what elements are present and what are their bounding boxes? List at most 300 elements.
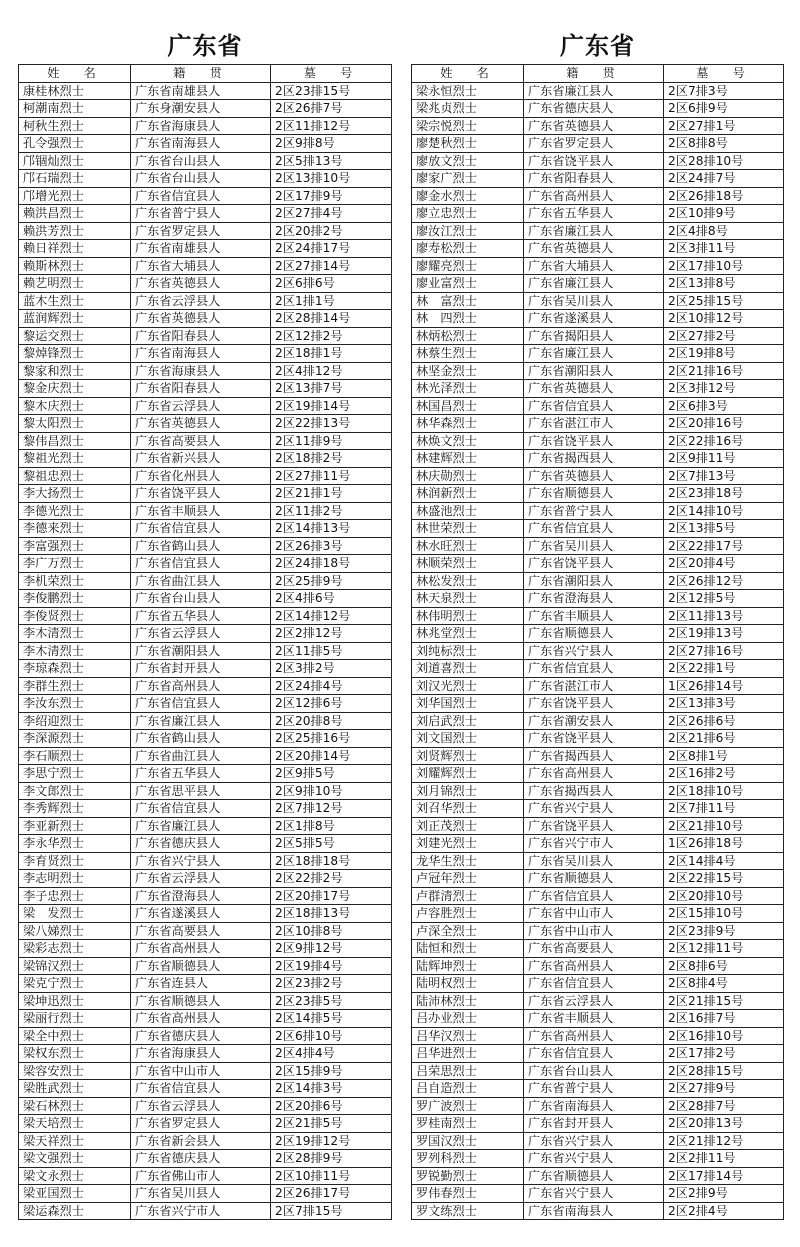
table-row	[412, 590, 784, 608]
tomb-number-cell: 2区26排17号	[271, 1185, 392, 1203]
origin-cell: 广东省五华县人	[131, 765, 271, 783]
name-cell: 刘召华烈士	[412, 800, 524, 818]
name-cell: 罗锐勤烈士	[412, 1167, 524, 1185]
tomb-number-cell: 2区8排1号	[664, 747, 784, 765]
table-row	[19, 1185, 392, 1203]
origin-cell: 广东省信宜县人	[131, 1080, 271, 1098]
origin-cell: 广东省高州县人	[524, 765, 664, 783]
tomb-number-cell: 2区9排10号	[271, 782, 392, 800]
name-cell: 林世荣烈士	[412, 520, 524, 538]
origin-cell: 广东省新会县人	[131, 1132, 271, 1150]
origin-cell: 广东省揭西县人	[524, 747, 664, 765]
table-row	[19, 975, 392, 993]
table-row	[19, 100, 392, 118]
table-row	[19, 905, 392, 923]
name-cell: 廖业富烈士	[412, 275, 524, 293]
table-row	[412, 520, 784, 538]
name-cell: 林水旺烈士	[412, 537, 524, 555]
origin-cell: 广东省丰顺县人	[524, 1010, 664, 1028]
table-row	[412, 1185, 784, 1203]
tomb-number-cell: 2区18排10号	[664, 782, 784, 800]
tomb-number-cell: 2区18排13号	[271, 905, 392, 923]
table-row	[19, 415, 392, 433]
table-row	[412, 275, 784, 293]
table-row	[412, 292, 784, 310]
name-cell: 黎太阳烈士	[19, 415, 131, 433]
left-title: 广东省	[167, 32, 243, 60]
name-cell: 梁天祥烈士	[19, 1132, 131, 1150]
tomb-number-cell: 2区9排5号	[271, 765, 392, 783]
tomb-number-cell: 2区24排17号	[271, 240, 392, 258]
origin-cell: 广东省封开县人	[131, 660, 271, 678]
name-cell: 李广万烈士	[19, 555, 131, 573]
table-row	[412, 957, 784, 975]
name-cell: 罗广波烈士	[412, 1097, 524, 1115]
tomb-number-cell: 2区7排11号	[664, 800, 784, 818]
left-table-body	[19, 82, 392, 1220]
table-row	[412, 1202, 784, 1220]
table-row	[412, 205, 784, 223]
tomb-number-cell: 2区9排8号	[271, 135, 392, 153]
table-row	[19, 362, 392, 380]
table-row	[412, 485, 784, 503]
name-cell: 陆沛林烈士	[412, 992, 524, 1010]
name-cell: 刘道喜烈士	[412, 660, 524, 678]
name-cell: 赖斯林烈士	[19, 257, 131, 275]
name-cell: 林顺荣烈士	[412, 555, 524, 573]
origin-cell: 广东省高州县人	[524, 1027, 664, 1045]
tomb-number-cell: 2区23排9号	[664, 922, 784, 940]
origin-cell: 广东省廉江县人	[131, 712, 271, 730]
origin-cell: 广东省饶平县人	[524, 152, 664, 170]
name-cell: 罗国汉烈士	[412, 1132, 524, 1150]
table-row	[19, 1150, 392, 1168]
table-row	[19, 257, 392, 275]
tomb-number-cell: 2区23排18号	[664, 485, 784, 503]
origin-cell: 广东省吴川县人	[524, 537, 664, 555]
table-row	[19, 1045, 392, 1063]
origin-cell: 广东省罗定县人	[131, 222, 271, 240]
name-cell: 卢容胜烈士	[412, 905, 524, 923]
tomb-number-cell: 2区25排9号	[271, 572, 392, 590]
tomb-number-cell: 2区12排2号	[271, 327, 392, 345]
table-row	[412, 922, 784, 940]
name-cell: 刘贤辉烈士	[412, 747, 524, 765]
origin-cell: 广东省英德县人	[524, 467, 664, 485]
table-row	[19, 642, 392, 660]
name-cell: 李木清烈士	[19, 625, 131, 643]
name-cell: 罗伟春烈士	[412, 1185, 524, 1203]
tomb-number-cell: 2区13排7号	[271, 380, 392, 398]
origin-cell: 广东省高州县人	[524, 957, 664, 975]
table-row	[412, 1080, 784, 1098]
origin-cell: 广东省封开县人	[524, 1115, 664, 1133]
table-row	[412, 415, 784, 433]
name-cell: 刘建光烈士	[412, 835, 524, 853]
name-cell: 龙华生烈士	[412, 852, 524, 870]
tomb-number-cell: 2区10排12号	[664, 310, 784, 328]
name-cell: 林润新烈士	[412, 485, 524, 503]
origin-cell: 广东省湛江市人	[524, 415, 664, 433]
table-row	[19, 1010, 392, 1028]
tomb-number-cell: 2区9排11号	[664, 450, 784, 468]
table-row	[19, 1167, 392, 1185]
name-cell: 李永华烈士	[19, 835, 131, 853]
name-cell: 赖艺明烈士	[19, 275, 131, 293]
origin-cell: 广东省潮阳县人	[131, 642, 271, 660]
name-cell: 李秀辉烈士	[19, 800, 131, 818]
tomb-number-cell: 1区26排18号	[664, 835, 784, 853]
table-row	[19, 1097, 392, 1115]
name-cell: 梁兆贞烈士	[412, 100, 524, 118]
origin-cell: 广东省曲江县人	[131, 572, 271, 590]
tomb-number-cell: 2区16排7号	[664, 1010, 784, 1028]
origin-cell: 广东省揭西县人	[524, 450, 664, 468]
table-row	[19, 380, 392, 398]
table-row	[412, 1115, 784, 1133]
tomb-number-cell: 2区5排13号	[271, 152, 392, 170]
tomb-number-cell: 2区19排8号	[664, 345, 784, 363]
origin-cell: 广东省信宜县人	[131, 800, 271, 818]
origin-cell: 广东省丰顺县人	[524, 607, 664, 625]
origin-cell: 广东省新兴县人	[131, 450, 271, 468]
right-header-row	[412, 65, 784, 83]
origin-cell: 广东省信宜县人	[524, 887, 664, 905]
tomb-number-cell: 2区6排10号	[271, 1027, 392, 1045]
table-row	[19, 590, 392, 608]
tomb-number-cell: 2区28排14号	[271, 310, 392, 328]
origin-cell: 广东省顺德县人	[131, 992, 271, 1010]
origin-cell: 广东省云浮县人	[131, 870, 271, 888]
origin-cell: 广东省澄海县人	[524, 590, 664, 608]
table-row	[412, 1045, 784, 1063]
origin-cell: 广东省廉江县人	[131, 817, 271, 835]
table-row	[19, 502, 392, 520]
table-row	[19, 870, 392, 888]
origin-cell: 广东省台山县人	[524, 1062, 664, 1080]
name-cell: 赖日祥烈士	[19, 240, 131, 258]
name-cell: 李木清烈士	[19, 642, 131, 660]
name-cell: 廖立忠烈士	[412, 205, 524, 223]
origin-cell: 广东省云浮县人	[131, 292, 271, 310]
name-cell: 卢深全烈士	[412, 922, 524, 940]
tomb-number-cell: 2区17排2号	[664, 1045, 784, 1063]
table-row	[412, 380, 784, 398]
tomb-number-cell: 2区27排11号	[271, 467, 392, 485]
origin-cell: 广东省信宜县人	[131, 695, 271, 713]
origin-cell: 广东省信宜县人	[524, 975, 664, 993]
tomb-number-cell: 2区20排2号	[271, 222, 392, 240]
origin-cell: 广东省阳春县人	[524, 170, 664, 188]
table-row	[19, 730, 392, 748]
table-row	[412, 1150, 784, 1168]
left-header-row	[19, 65, 392, 83]
tomb-number-cell: 2区11排5号	[271, 642, 392, 660]
tomb-number-cell: 2区18排18号	[271, 852, 392, 870]
table-row	[412, 940, 784, 958]
name-cell: 黎木庆烈士	[19, 397, 131, 415]
origin-cell: 广东省兴宁县人	[131, 852, 271, 870]
origin-cell: 广东省海康县人	[131, 362, 271, 380]
name-cell: 罗桂南烈士	[412, 1115, 524, 1133]
table-row	[19, 817, 392, 835]
name-cell: 林建辉烈士	[412, 450, 524, 468]
origin-cell: 广东省中山市人	[131, 1062, 271, 1080]
origin-cell: 广东省顺德县人	[524, 485, 664, 503]
name-cell: 罗列科烈士	[412, 1150, 524, 1168]
tomb-number-cell: 2区23排5号	[271, 992, 392, 1010]
table-row	[412, 712, 784, 730]
origin-cell: 广东省信宜县人	[524, 660, 664, 678]
tomb-number-cell: 2区26排3号	[271, 537, 392, 555]
table-row	[412, 362, 784, 380]
origin-cell: 广东省台山县人	[131, 590, 271, 608]
origin-cell: 广东省潮安县人	[524, 712, 664, 730]
origin-cell: 广东省吴川县人	[524, 292, 664, 310]
origin-cell: 广东省德庆县人	[131, 1150, 271, 1168]
name-cell: 廖耀亮烈士	[412, 257, 524, 275]
origin-cell: 广东省高州县人	[131, 940, 271, 958]
origin-cell: 广东省高州县人	[131, 677, 271, 695]
name-cell: 林 富烈士	[412, 292, 524, 310]
origin-cell: 广东省台山县人	[131, 152, 271, 170]
table-row	[19, 660, 392, 678]
table-row	[412, 1027, 784, 1045]
table-row	[412, 747, 784, 765]
origin-cell: 广东省英德县人	[524, 380, 664, 398]
tomb-number-cell: 2区21排16号	[664, 362, 784, 380]
name-cell: 李大扬烈士	[19, 485, 131, 503]
table-row	[412, 730, 784, 748]
origin-cell: 广东省信宜县人	[131, 187, 271, 205]
name-cell: 林盛池烈士	[412, 502, 524, 520]
tomb-number-cell: 2区6排3号	[664, 397, 784, 415]
table-row	[412, 660, 784, 678]
table-row	[19, 782, 392, 800]
name-cell: 李文郎烈士	[19, 782, 131, 800]
tomb-number-cell: 2区10排9号	[664, 205, 784, 223]
origin-cell: 广东省廉江县人	[524, 222, 664, 240]
name-cell: 梁石林烈士	[19, 1097, 131, 1115]
origin-cell: 广东省信宜县人	[131, 520, 271, 538]
tomb-number-cell: 2区8排4号	[664, 975, 784, 993]
tomb-number-cell: 2区16排10号	[664, 1027, 784, 1045]
name-cell: 廖楚秋烈士	[412, 135, 524, 153]
table-row	[412, 905, 784, 923]
tomb-number-cell: 1区26排14号	[664, 677, 784, 695]
origin-cell: 广东省鹤山县人	[131, 730, 271, 748]
tomb-number-cell: 2区4排6号	[271, 590, 392, 608]
tomb-number-cell: 2区21排1号	[271, 485, 392, 503]
origin-cell: 广东省顺德县人	[524, 625, 664, 643]
right-title: 广东省	[560, 32, 635, 60]
table-row	[19, 135, 392, 153]
name-cell: 刘月锦烈士	[412, 782, 524, 800]
tomb-number-cell: 2区1排1号	[271, 292, 392, 310]
tomb-number-cell: 2区11排12号	[271, 117, 392, 135]
header-name: 姓 名	[19, 65, 131, 83]
origin-cell: 广东省顺德县人	[524, 870, 664, 888]
name-cell: 康桂林烈士	[19, 82, 131, 100]
name-cell: 林兆堂烈士	[412, 625, 524, 643]
name-cell: 林蔡生烈士	[412, 345, 524, 363]
name-cell: 廖金水烈士	[412, 187, 524, 205]
table-row	[412, 345, 784, 363]
name-cell: 林光泽烈士	[412, 380, 524, 398]
origin-cell: 广东身潮安县人	[131, 100, 271, 118]
name-cell: 林松发烈士	[412, 572, 524, 590]
tomb-number-cell: 2区22排15号	[664, 870, 784, 888]
origin-cell: 广东省揭西县人	[524, 782, 664, 800]
tomb-number-cell: 2区24排4号	[271, 677, 392, 695]
tomb-number-cell: 2区23排15号	[271, 82, 392, 100]
right-table-body	[412, 82, 784, 1220]
table-row	[412, 82, 784, 100]
tomb-number-cell: 2区27排4号	[271, 205, 392, 223]
name-cell: 黎祖光烈士	[19, 450, 131, 468]
table-row	[19, 170, 392, 188]
header-origin: 籍 贯	[524, 65, 664, 83]
table-row	[19, 222, 392, 240]
tomb-number-cell: 2区13排8号	[664, 275, 784, 293]
origin-cell: 广东省连县人	[131, 975, 271, 993]
header-tomb-number: 墓 号	[664, 65, 784, 83]
tomb-number-cell: 2区22排1号	[664, 660, 784, 678]
name-cell: 黎焯锋烈士	[19, 345, 131, 363]
origin-cell: 广东省思平县人	[131, 782, 271, 800]
table-row	[412, 1097, 784, 1115]
table-row	[412, 170, 784, 188]
name-cell: 李深源烈士	[19, 730, 131, 748]
tomb-number-cell: 2区20排16号	[664, 415, 784, 433]
name-cell: 梁克宁烈士	[19, 975, 131, 993]
table-row	[19, 292, 392, 310]
name-cell: 李汝东烈士	[19, 695, 131, 713]
tomb-number-cell: 2区25排15号	[664, 292, 784, 310]
name-cell: 吕华进烈士	[412, 1045, 524, 1063]
origin-cell: 广东省高州县人	[131, 1010, 271, 1028]
name-cell: 李俊贤烈士	[19, 607, 131, 625]
name-cell: 刘正茂烈士	[412, 817, 524, 835]
table-row	[19, 835, 392, 853]
tomb-number-cell: 2区20排4号	[664, 555, 784, 573]
table-row	[19, 992, 392, 1010]
tomb-number-cell: 2区27排14号	[271, 257, 392, 275]
origin-cell: 广东省普宁县人	[524, 1080, 664, 1098]
table-row	[19, 800, 392, 818]
table-row	[412, 327, 784, 345]
tomb-number-cell: 2区15排10号	[664, 905, 784, 923]
tomb-number-cell: 2区26排6号	[664, 712, 784, 730]
name-cell: 梁胜武烈士	[19, 1080, 131, 1098]
name-cell: 李德光烈士	[19, 502, 131, 520]
origin-cell: 广东省普宁县人	[524, 502, 664, 520]
tomb-number-cell: 2区20排14号	[271, 747, 392, 765]
origin-cell: 广东省海康县人	[131, 117, 271, 135]
table-row	[19, 467, 392, 485]
tomb-number-cell: 2区20排8号	[271, 712, 392, 730]
origin-cell: 广东省遂溪县人	[131, 905, 271, 923]
name-cell: 梁永恒烈士	[412, 82, 524, 100]
origin-cell: 广东省吴川县人	[524, 852, 664, 870]
name-cell: 刘纯标烈士	[412, 642, 524, 660]
table-row	[19, 310, 392, 328]
name-cell: 林坚金烈士	[412, 362, 524, 380]
table-row	[19, 607, 392, 625]
name-cell: 林国昌烈士	[412, 397, 524, 415]
tomb-number-cell: 2区11排2号	[271, 502, 392, 520]
tomb-number-cell: 2区22排13号	[271, 415, 392, 433]
name-cell: 刘华国烈士	[412, 695, 524, 713]
origin-cell: 广东省英德县人	[131, 415, 271, 433]
table-row	[412, 572, 784, 590]
table-row	[412, 835, 784, 853]
name-cell: 柯秋生烈士	[19, 117, 131, 135]
tomb-number-cell: 2区20排6号	[271, 1097, 392, 1115]
name-cell: 邝增光烈士	[19, 187, 131, 205]
origin-cell: 广东省吴川县人	[131, 1185, 271, 1203]
name-cell: 廖家广烈士	[412, 170, 524, 188]
tomb-number-cell: 2区14排3号	[271, 1080, 392, 1098]
origin-cell: 广东省英德县人	[131, 275, 271, 293]
name-cell: 梁锦汉烈士	[19, 957, 131, 975]
tomb-number-cell: 2区21排5号	[271, 1115, 392, 1133]
table-row	[412, 467, 784, 485]
origin-cell: 广东省信宜县人	[131, 555, 271, 573]
origin-cell: 广东省海康县人	[131, 1045, 271, 1063]
origin-cell: 广东省南海县人	[131, 345, 271, 363]
table-row	[19, 397, 392, 415]
name-cell: 孔令强烈士	[19, 135, 131, 153]
origin-cell: 广东省台山县人	[131, 170, 271, 188]
name-cell: 卢群清烈士	[412, 887, 524, 905]
name-cell: 李俊鹏烈士	[19, 590, 131, 608]
table-row	[412, 1132, 784, 1150]
tomb-number-cell: 2区3排11号	[664, 240, 784, 258]
origin-cell: 广东省兴宁市人	[131, 1202, 271, 1220]
tomb-number-cell: 2区13排10号	[271, 170, 392, 188]
table-row	[19, 1115, 392, 1133]
name-cell: 黎运交烈士	[19, 327, 131, 345]
name-cell: 梁亚国烈士	[19, 1185, 131, 1203]
origin-cell: 广东省德庆县人	[131, 1027, 271, 1045]
tomb-number-cell: 2区20排10号	[664, 887, 784, 905]
name-cell: 吕自造烈士	[412, 1080, 524, 1098]
origin-cell: 广东省大埔县人	[131, 257, 271, 275]
origin-cell: 广东省英德县人	[524, 240, 664, 258]
origin-cell: 广东省云浮县人	[131, 397, 271, 415]
name-cell: 李子忠烈士	[19, 887, 131, 905]
origin-cell: 广东省英德县人	[131, 310, 271, 328]
table-row	[19, 345, 392, 363]
tomb-number-cell: 2区14排12号	[271, 607, 392, 625]
origin-cell: 广东省阳春县人	[131, 380, 271, 398]
origin-cell: 广东省遂溪县人	[524, 310, 664, 328]
table-row	[412, 817, 784, 835]
origin-cell: 广东省英德县人	[524, 117, 664, 135]
header-origin: 籍 贯	[131, 65, 271, 83]
origin-cell: 广东省高要县人	[131, 922, 271, 940]
origin-cell: 广东省罗定县人	[524, 135, 664, 153]
tomb-number-cell: 2区7排15号	[271, 1202, 392, 1220]
name-cell: 梁容安烈士	[19, 1062, 131, 1080]
origin-cell: 广东省高州县人	[524, 187, 664, 205]
tomb-number-cell: 2区4排4号	[271, 1045, 392, 1063]
table-row	[19, 940, 392, 958]
tomb-number-cell: 2区4排12号	[271, 362, 392, 380]
table-row	[19, 537, 392, 555]
name-cell: 梁全中烈士	[19, 1027, 131, 1045]
